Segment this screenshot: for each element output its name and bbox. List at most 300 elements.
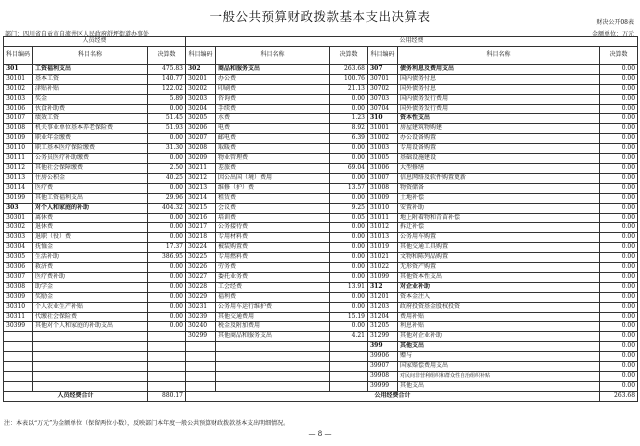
name-cell: 国外债务付息 <box>398 84 600 94</box>
table-row <box>4 272 638 282</box>
name-cell: 培训费 <box>216 213 330 223</box>
amount-cell: 0.00 <box>148 272 186 282</box>
amount-cell: 29.96 <box>148 193 186 203</box>
code-cell: 31013 <box>368 233 398 243</box>
amount-cell: 0.00 <box>330 94 368 104</box>
amount-cell: 0.00 <box>330 193 368 203</box>
code-cell: 30212 <box>186 173 216 183</box>
amount-cell: 51.93 <box>148 124 186 134</box>
code-cell <box>186 352 216 362</box>
name-cell: 商品和服务支出 <box>216 64 330 74</box>
report-title: 一般公共预算财政拨款基本支出决算表 <box>209 9 431 24</box>
page-number: — 8 — <box>308 430 332 438</box>
amount-cell: 0.00 <box>600 114 638 124</box>
name-cell: 维修（护）费 <box>216 183 330 193</box>
name-cell: 无形资产购置 <box>398 263 600 273</box>
table-row <box>4 134 638 144</box>
code-cell: 31012 <box>368 223 398 233</box>
name-cell: 对个人和家庭的补助 <box>33 203 148 213</box>
code-cell: 30110 <box>4 144 33 154</box>
table-row <box>4 381 638 391</box>
name-cell <box>216 362 330 372</box>
col-header-amount: 决算数 <box>148 46 186 64</box>
amount-cell <box>148 362 186 372</box>
amount-cell: 2.50 <box>148 163 186 173</box>
table-row <box>4 84 638 94</box>
code-cell: 310 <box>368 114 398 124</box>
code-cell: 30207 <box>186 134 216 144</box>
name-cell: 办公费 <box>216 74 330 84</box>
personnel-total-label: 人员经费合计 <box>4 391 148 401</box>
name-cell: 伙食补助费 <box>33 104 148 114</box>
amount-cell: 0.00 <box>148 322 186 332</box>
name-cell: 公务接待费 <box>216 223 330 233</box>
name-cell: 公务用车购置 <box>398 233 600 243</box>
code-cell: 30701 <box>368 74 398 84</box>
amount-cell: 0.00 <box>330 322 368 332</box>
code-cell: 31205 <box>368 322 398 332</box>
name-cell: 助学金 <box>33 282 148 292</box>
name-cell <box>33 381 148 391</box>
name-cell <box>33 342 148 352</box>
amount-cell: 0.00 <box>148 312 186 322</box>
name-cell: 信息网络及软件购置更新 <box>398 173 600 183</box>
name-cell <box>33 362 148 372</box>
amount-cell: 404.32 <box>148 203 186 213</box>
code-cell: 31010 <box>368 203 398 213</box>
amount-cell: 0.00 <box>600 233 638 243</box>
code-cell: 30101 <box>4 74 33 84</box>
code-cell: 30215 <box>186 203 216 213</box>
name-cell: 租赁费 <box>216 193 330 203</box>
amount-cell: 0.05 <box>330 213 368 223</box>
code-cell: 30303 <box>4 233 33 243</box>
code-cell: 30231 <box>186 302 216 312</box>
code-cell: 30216 <box>186 213 216 223</box>
amount-cell: 0.00 <box>600 213 638 223</box>
name-cell: 其他支出 <box>398 342 600 352</box>
name-cell: 福利费 <box>216 292 330 302</box>
code-cell: 30211 <box>186 163 216 173</box>
code-cell: 30226 <box>186 263 216 273</box>
amount-cell: 0.00 <box>148 223 186 233</box>
code-cell: 301 <box>4 64 33 74</box>
code-cell: 30703 <box>368 94 398 104</box>
name-cell: 代缴社会保险费 <box>33 312 148 322</box>
amount-cell: 51.45 <box>148 114 186 124</box>
table-row <box>4 124 638 134</box>
name-cell: 工资福利支出 <box>33 64 148 74</box>
amount-cell: 0.00 <box>600 183 638 193</box>
amount-cell: 122.02 <box>148 84 186 94</box>
code-cell: 30301 <box>4 213 33 223</box>
code-cell: 30202 <box>186 84 216 94</box>
code-cell: 30103 <box>4 94 33 104</box>
code-cell <box>186 362 216 372</box>
table-row <box>4 302 638 312</box>
code-cell: 30201 <box>186 74 216 84</box>
name-cell: 其他工资福利支出 <box>33 193 148 203</box>
code-cell <box>4 352 33 362</box>
name-cell: 退职（役）费 <box>33 233 148 243</box>
code-cell: 30224 <box>186 243 216 253</box>
form-id: 财决公开08表 <box>596 19 634 26</box>
name-cell <box>216 372 330 382</box>
name-cell: 其他支出 <box>398 381 600 391</box>
name-cell: 物资储备 <box>398 183 600 193</box>
code-cell <box>4 342 33 352</box>
code-cell: 30305 <box>4 253 33 263</box>
name-cell: 工会经费 <box>216 282 330 292</box>
name-cell: 税金及附加费用 <box>216 322 330 332</box>
name-cell: 利息补贴 <box>398 322 600 332</box>
amount-cell: 8.92 <box>330 124 368 134</box>
table-row <box>4 233 638 243</box>
amount-cell: 0.00 <box>600 243 638 253</box>
amount-cell: 0.00 <box>330 263 368 273</box>
code-cell: 30206 <box>186 124 216 134</box>
amount-cell: 17.37 <box>148 243 186 253</box>
code-cell: 30209 <box>186 154 216 164</box>
amount-cell: 0.00 <box>330 154 368 164</box>
name-cell: 专用设备购置 <box>398 144 600 154</box>
amount-cell: 0.00 <box>600 104 638 114</box>
personnel-group-header: 人员经费 <box>4 37 186 47</box>
name-cell: 物业管理费 <box>216 154 330 164</box>
amount-cell: 0.00 <box>148 154 186 164</box>
code-cell: 39999 <box>368 381 398 391</box>
amount-cell: 0.00 <box>600 302 638 312</box>
name-cell: 其他对企业补助 <box>398 332 600 342</box>
code-cell: 30102 <box>4 84 33 94</box>
name-cell: 大型修缮 <box>398 163 600 173</box>
name-cell: 资本金注入 <box>398 292 600 302</box>
amount-cell <box>148 372 186 382</box>
amount-cell: 0.00 <box>330 302 368 312</box>
name-cell: 劳务费 <box>216 263 330 273</box>
table-row <box>4 352 638 362</box>
code-cell: 30205 <box>186 114 216 124</box>
code-cell <box>4 362 33 372</box>
table-row <box>4 183 638 193</box>
name-cell: 住房公积金 <box>33 173 148 183</box>
code-cell: 30229 <box>186 292 216 302</box>
amount-cell: 0.00 <box>330 243 368 253</box>
amount-cell: 4.21 <box>330 332 368 342</box>
amount-cell: 386.95 <box>148 253 186 263</box>
amount-cell <box>148 381 186 391</box>
name-cell: 邮电费 <box>216 134 330 144</box>
name-cell: 对企业补助 <box>398 282 600 292</box>
name-cell: 绩效工资 <box>33 114 148 124</box>
code-cell: 30299 <box>186 332 216 342</box>
code-cell <box>4 332 33 342</box>
amount-cell: 0.00 <box>600 84 638 94</box>
amount-cell: 13.91 <box>330 282 368 292</box>
amount-cell: 0.00 <box>600 372 638 382</box>
name-cell: 津贴补贴 <box>33 84 148 94</box>
code-cell: 31011 <box>368 213 398 223</box>
amount-cell: 0.00 <box>330 272 368 282</box>
name-cell: 专用材料费 <box>216 233 330 243</box>
name-cell: 会议费 <box>216 203 330 213</box>
table-row <box>4 193 638 203</box>
code-cell: 30228 <box>186 282 216 292</box>
code-cell: 30199 <box>4 193 33 203</box>
personnel-total-value: 880.17 <box>148 391 186 401</box>
name-cell: 取暖费 <box>216 144 330 154</box>
code-cell: 30204 <box>186 104 216 114</box>
amount-cell: 0.00 <box>600 144 638 154</box>
table-row <box>4 312 638 322</box>
amount-cell: 0.00 <box>148 183 186 193</box>
code-cell: 30208 <box>186 144 216 154</box>
amount-cell <box>330 342 368 352</box>
name-cell: 个人农业生产补贴 <box>33 302 148 312</box>
name-cell: 印刷费 <box>216 84 330 94</box>
name-cell: 奖金 <box>33 94 148 104</box>
code-cell: 30227 <box>186 272 216 282</box>
code-cell: 30311 <box>4 312 33 322</box>
table-row <box>4 292 638 302</box>
amount-cell: 0.00 <box>330 173 368 183</box>
code-cell: 31204 <box>368 312 398 322</box>
table-row <box>4 163 638 173</box>
amount-cell: 0.00 <box>600 332 638 342</box>
code-cell: 30217 <box>186 223 216 233</box>
code-cell: 30107 <box>4 114 33 124</box>
amount-cell: 0.00 <box>330 253 368 263</box>
amount-cell: 15.19 <box>330 312 368 322</box>
name-cell: 医疗费补助 <box>33 272 148 282</box>
code-cell: 30310 <box>4 302 33 312</box>
amount-cell <box>148 332 186 342</box>
code-cell: 30108 <box>4 124 33 134</box>
code-cell: 31001 <box>368 124 398 134</box>
name-cell: 职工基本医疗保险缴费 <box>33 144 148 154</box>
table-row <box>4 243 638 253</box>
amount-cell: 0.00 <box>600 342 638 352</box>
footnote: 注：本表以“万元”为金额单位（保留两位小数），反映部门本年度一般公共预算财政拨款基本支出明细情况。 <box>4 420 290 427</box>
department-label: 部门：四川省自贡市自流井区人民政府舒坪街道办事处 <box>5 31 150 38</box>
name-cell: 拆迁补偿 <box>398 223 600 233</box>
col-header-name: 科目名称 <box>33 46 148 64</box>
name-cell: 国外债务发行费用 <box>398 104 600 114</box>
table-row <box>4 104 638 114</box>
amount-cell <box>148 352 186 362</box>
name-cell: 委托业务费 <box>216 272 330 282</box>
code-cell <box>186 342 216 352</box>
table-row <box>4 253 638 263</box>
public-total-value: 263.68 <box>600 391 638 401</box>
col-header-code: 科目编码 <box>368 46 398 64</box>
name-cell <box>33 372 148 382</box>
amount-cell: 31.30 <box>148 144 186 154</box>
table-row <box>4 203 638 213</box>
name-cell: 对民间非营利组织和群众性自治组织补贴 <box>398 372 600 382</box>
amount-cell: 0.00 <box>600 282 638 292</box>
code-cell: 31009 <box>368 193 398 203</box>
code-cell <box>186 381 216 391</box>
amount-cell: 0.00 <box>600 124 638 134</box>
code-cell <box>186 372 216 382</box>
name-cell: 机关事业单位基本养老保险费 <box>33 124 148 134</box>
amount-cell: 0.00 <box>330 292 368 302</box>
code-cell: 31019 <box>368 243 398 253</box>
public-total-label: 公用经费合计 <box>186 391 600 401</box>
amount-cell: 0.00 <box>600 64 638 74</box>
name-cell: 电费 <box>216 124 330 134</box>
name-cell: 差旅费 <box>216 163 330 173</box>
col-header-name: 科目名称 <box>398 46 600 64</box>
code-cell: 30302 <box>4 223 33 233</box>
name-cell: 其他对个人和家庭的补助支出 <box>33 322 148 332</box>
amount-cell <box>330 381 368 391</box>
code-cell: 30111 <box>4 154 33 164</box>
code-cell: 30109 <box>4 134 33 144</box>
amount-cell: 0.00 <box>600 322 638 332</box>
name-cell: 其他商品和服务支出 <box>216 332 330 342</box>
code-cell <box>4 381 33 391</box>
name-cell <box>33 352 148 362</box>
name-cell: 办公设备购置 <box>398 134 600 144</box>
name-cell: 地上附着物和青苗补偿 <box>398 213 600 223</box>
name-cell: 咨询费 <box>216 94 330 104</box>
code-cell: 31299 <box>368 332 398 342</box>
name-cell: 水费 <box>216 114 330 124</box>
name-cell: 被装购置费 <box>216 243 330 253</box>
code-cell: 39907 <box>368 362 398 372</box>
amount-cell: 0.00 <box>600 263 638 273</box>
name-cell: 政府投资基金股权投资 <box>398 302 600 312</box>
name-cell: 手续费 <box>216 104 330 114</box>
code-cell: 302 <box>186 64 216 74</box>
table-row <box>4 282 638 292</box>
amount-cell: 40.25 <box>148 173 186 183</box>
unit-label: 金额单位：万元 <box>591 31 634 38</box>
amount-cell: 0.00 <box>600 163 638 173</box>
amount-cell: 0.00 <box>600 272 638 282</box>
amount-cell: 100.76 <box>330 74 368 84</box>
table-row <box>4 114 638 124</box>
table-row <box>4 74 638 84</box>
name-cell <box>216 381 330 391</box>
name-cell: 抚恤金 <box>33 243 148 253</box>
table-row <box>4 213 638 223</box>
name-cell: 其他资本性支出 <box>398 272 600 282</box>
code-cell: 307 <box>368 64 398 74</box>
code-cell: 30240 <box>186 322 216 332</box>
code-cell: 30225 <box>186 253 216 263</box>
amount-cell <box>148 342 186 352</box>
name-cell: 离休费 <box>33 213 148 223</box>
code-cell: 30704 <box>368 104 398 114</box>
table-row <box>4 372 638 382</box>
code-cell: 30203 <box>186 94 216 104</box>
amount-cell: 0.00 <box>148 134 186 144</box>
name-cell: 国内债务发行费用 <box>398 94 600 104</box>
name-cell <box>216 342 330 352</box>
amount-cell: 0.00 <box>148 233 186 243</box>
name-cell: 费用补贴 <box>398 312 600 322</box>
amount-cell: 0.00 <box>148 263 186 273</box>
name-cell: 医疗费 <box>33 183 148 193</box>
amount-cell: 0.00 <box>148 104 186 114</box>
amount-cell: 0.00 <box>330 104 368 114</box>
amount-cell: 0.00 <box>148 292 186 302</box>
amount-cell: 0.00 <box>600 362 638 372</box>
amount-cell: 0.00 <box>600 134 638 144</box>
expenditure-table <box>3 36 638 402</box>
name-cell: 其他交通费用 <box>216 312 330 322</box>
table-row <box>4 64 638 74</box>
name-cell: 退休费 <box>33 223 148 233</box>
name-cell: 土地补偿 <box>398 193 600 203</box>
code-cell: 30306 <box>4 263 33 273</box>
table-row <box>4 154 638 164</box>
code-cell: 31203 <box>368 302 398 312</box>
public-group-header: 公用经费 <box>186 37 638 47</box>
table-row <box>4 362 638 372</box>
amount-cell <box>330 362 368 372</box>
amount-cell: 13.57 <box>330 183 368 193</box>
code-cell: 30399 <box>4 322 33 332</box>
code-cell: 30214 <box>186 193 216 203</box>
amount-cell: 475.83 <box>148 64 186 74</box>
col-header-amount: 决算数 <box>600 46 638 64</box>
name-cell: 文物和陈列品购置 <box>398 253 600 263</box>
code-cell: 31006 <box>368 163 398 173</box>
col-header-code: 科目编码 <box>4 46 33 64</box>
code-cell <box>4 372 33 382</box>
amount-cell: 0.00 <box>600 292 638 302</box>
amount-cell: 21.13 <box>330 84 368 94</box>
amount-cell: 0.00 <box>600 173 638 183</box>
code-cell: 31005 <box>368 154 398 164</box>
amount-cell: 0.00 <box>600 154 638 164</box>
code-cell: 312 <box>368 282 398 292</box>
code-cell: 39906 <box>368 352 398 362</box>
table-row <box>4 322 638 332</box>
code-cell: 30308 <box>4 282 33 292</box>
code-cell: 31022 <box>368 263 398 273</box>
amount-cell: 0.00 <box>600 223 638 233</box>
name-cell <box>216 352 330 362</box>
name-cell: 房屋建筑物购建 <box>398 124 600 134</box>
name-cell: 基本工资 <box>33 74 148 84</box>
name-cell: 国内债务付息 <box>398 74 600 84</box>
code-cell: 30218 <box>186 233 216 243</box>
amount-cell: 0.00 <box>600 381 638 391</box>
amount-cell: 0.00 <box>330 223 368 233</box>
amount-cell: 0.00 <box>148 282 186 292</box>
amount-cell: 5.89 <box>148 94 186 104</box>
code-cell: 31201 <box>368 292 398 302</box>
amount-cell: 6.39 <box>330 134 368 144</box>
name-cell: 其他交通工具购置 <box>398 243 600 253</box>
code-cell: 30106 <box>4 104 33 114</box>
amount-cell: 0.00 <box>600 74 638 84</box>
col-header-code: 科目编码 <box>186 46 216 64</box>
name-cell: 因公出国（境）费用 <box>216 173 330 183</box>
table-row <box>4 223 638 233</box>
amount-cell: 0.00 <box>148 213 186 223</box>
code-cell: 30702 <box>368 84 398 94</box>
name-cell: 债务利息及费用支出 <box>398 64 600 74</box>
name-cell: 职业年金缴费 <box>33 134 148 144</box>
code-cell: 31008 <box>368 183 398 193</box>
code-cell: 303 <box>4 203 33 213</box>
